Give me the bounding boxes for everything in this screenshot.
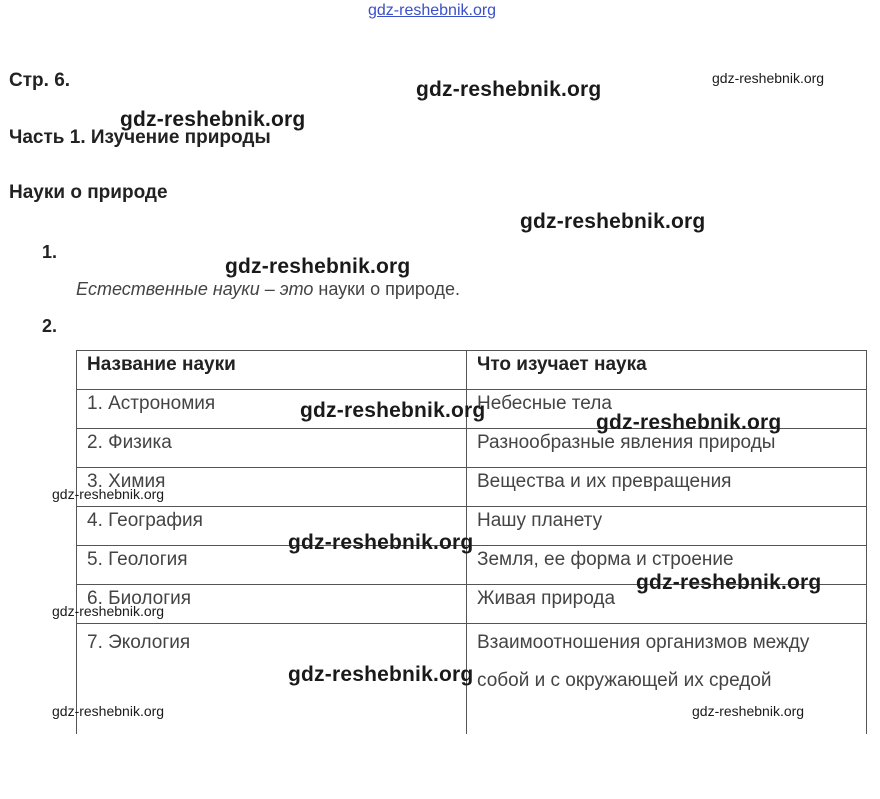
table-row (77, 468, 867, 507)
watermark-link[interactable]: gdz-reshebnik.org (368, 2, 497, 19)
definition-term: Естественные науки (76, 279, 260, 299)
header-science-subject: Что изучает наука (467, 351, 867, 390)
watermark: gdz-reshebnik.org (692, 703, 805, 719)
part-title: Часть 1. Изучение природы (9, 127, 271, 148)
watermark: gdz-reshebnik.org (416, 78, 602, 101)
task-1-number: 1. (42, 242, 58, 262)
watermark: gdz-reshebnik.org (596, 411, 782, 434)
science-subject: Вещества и их превращения (467, 468, 867, 507)
task-2-number: 2. (42, 316, 58, 336)
science-subject: Нашу планету (467, 507, 867, 546)
watermark: gdz-reshebnik.org (300, 399, 486, 422)
science-subject: Земля, ее форма и строение (467, 546, 867, 585)
science-name: 3. Химия (77, 468, 467, 507)
watermark: gdz-reshebnik.org (636, 571, 822, 594)
science-subject: Небесные тела (467, 390, 867, 429)
definition-dash: – (259, 279, 280, 299)
science-name: 5. Геология (77, 546, 467, 585)
science-name: 1. Астрономия (77, 390, 467, 429)
section-title: Науки о природе (9, 182, 168, 203)
science-subject: Разнообразные явления природы (467, 429, 867, 468)
header-science-name: Название науки (77, 351, 467, 390)
page-label: Стр. 6. (9, 70, 71, 91)
watermark: gdz-reshebnik.org (52, 703, 165, 719)
watermark: gdz-reshebnik.org (288, 531, 474, 554)
watermark: gdz-reshebnik.org (520, 210, 706, 233)
science-name: 4. География (77, 507, 467, 546)
watermark: gdz-reshebnik.org (52, 486, 165, 502)
watermark: gdz-reshebnik.org (288, 663, 474, 686)
science-name: 6. Биология (77, 585, 467, 624)
definition-rest: науки о природе. (313, 279, 461, 299)
table-header-row (77, 351, 867, 390)
watermark: gdz-reshebnik.org (712, 70, 825, 86)
science-name: 7. Экология (77, 624, 467, 735)
science-subject: Живая природа (467, 585, 867, 624)
watermark: gdz-reshebnik.org (225, 255, 411, 278)
watermark: gdz-reshebnik.org (52, 603, 165, 619)
science-subject: Взаимоотношения организмов между собой и с окружающей их средой (467, 624, 867, 735)
definition (76, 279, 460, 300)
watermark: gdz-reshebnik.org (120, 108, 306, 131)
definition-word: это (279, 279, 314, 299)
science-name: 2. Физика (77, 429, 467, 468)
